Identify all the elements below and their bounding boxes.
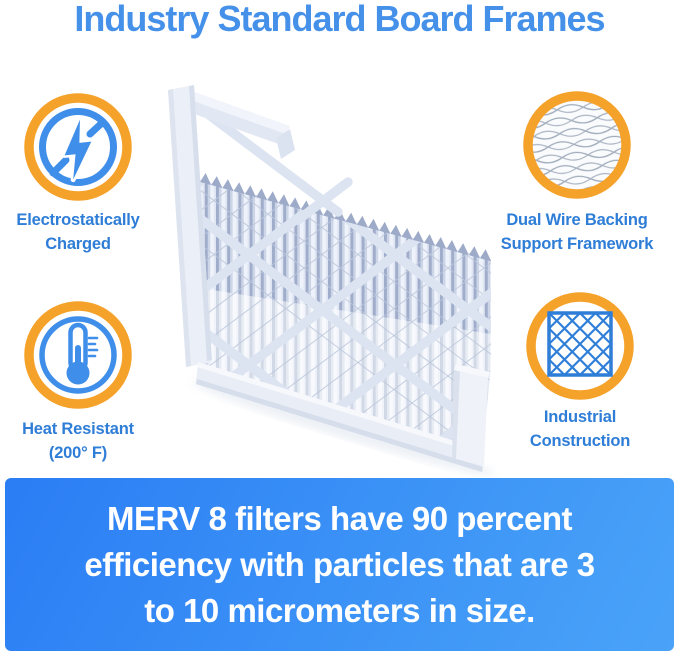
feature-label-line: (200° F): [48, 444, 108, 462]
banner-text-line: efficiency with particles that are 3: [84, 545, 595, 583]
feature-label-line: Heat Resistant: [22, 420, 134, 438]
feature-label-line: Construction: [529, 432, 631, 450]
thermometer-icon: [23, 300, 133, 410]
feature-label: [490, 405, 670, 453]
feature-label-line: Dual Wire Backing: [506, 211, 648, 229]
feature-label-line: Electrostatically: [16, 211, 140, 229]
feature-label: [0, 417, 156, 465]
wire-mesh-icon: [522, 90, 632, 200]
info-banner: [5, 478, 674, 651]
wire-mesh-icon-svg: [522, 90, 632, 200]
lightning-icon: [23, 92, 133, 202]
feature-label: [0, 208, 156, 256]
lightning-icon-svg: [23, 92, 133, 202]
banner-text-line: MERV 8 filters have 90 percent: [107, 499, 572, 537]
feature-label-line: Charged: [45, 235, 111, 253]
page-title: Industry Standard Board Frames: [74, 0, 605, 39]
diamond-grid-icon: [525, 291, 635, 401]
banner-text-line: to 10 micrometers in size.: [144, 591, 535, 629]
diamond-grid-icon-svg: [525, 291, 635, 401]
feature-label-line: Support Framework: [500, 235, 654, 253]
feature-label: [487, 208, 667, 256]
pleated-air-filter-svg: [160, 76, 500, 486]
pleated-air-filter-image: [160, 76, 500, 486]
thermometer-icon-svg: [23, 300, 133, 410]
feature-label-line: Industrial: [543, 408, 617, 426]
